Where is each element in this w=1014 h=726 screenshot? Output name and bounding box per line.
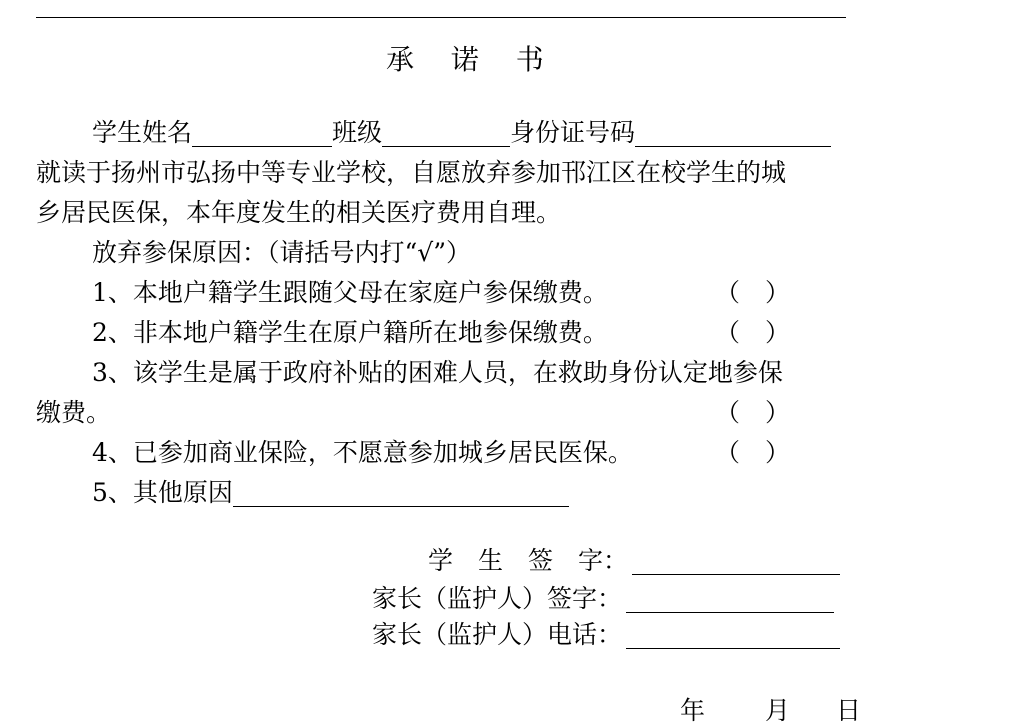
class-label: 班级 [332, 118, 383, 147]
reason-item-4: 4、已参加商业保险，不愿意参加城乡居民医保。 [92, 438, 633, 467]
parent-signature-label: 家长（监护人）签字： [372, 584, 623, 613]
top-divider-line [36, 17, 846, 18]
reason-item-2: 2、非本地户籍学生在原户籍所在地参保缴费。 [92, 318, 608, 347]
reason-4-checkbox[interactable]: （ ） [715, 438, 791, 467]
parent-phone-row [372, 622, 840, 647]
reason-2-checkbox[interactable]: （ ） [715, 318, 791, 347]
student-info-line [92, 120, 831, 145]
reason-item-3: 3、该学生是属于政府补贴的困难人员，在救助身份认定地参保 [92, 358, 783, 387]
id-number-label: 身份证号码 [510, 118, 636, 147]
commitment-text-line-1: 就读于扬州市弘扬中等专业学校，自愿放弃参加邗江区在校学生的城 [36, 158, 787, 187]
reason-1-checkbox[interactable]: （ ） [715, 278, 791, 307]
student-signature-label: 学 生 签 字： [428, 546, 629, 575]
reason-item-5: 5、其他原因 [92, 478, 233, 507]
student-name-field[interactable] [192, 122, 332, 147]
reason-item-5-line [92, 480, 569, 505]
id-number-field[interactable] [635, 122, 831, 147]
date-day: 日 [836, 696, 862, 725]
reason-item-3-continuation: 缴费。 [36, 398, 112, 427]
reason-item-1: 1、本地户籍学生跟随父母在家庭户参保缴费。 [92, 278, 608, 307]
parent-signature-row [372, 586, 834, 611]
student-name-label: 学生姓名 [92, 118, 193, 147]
student-signature-row [428, 548, 840, 573]
parent-phone-label: 家长（监护人）电话： [372, 620, 623, 649]
class-field[interactable] [382, 122, 510, 147]
document-title: 承 诺 书 [386, 43, 558, 76]
date-month: 月 [765, 696, 791, 725]
parent-signature-field[interactable] [626, 588, 834, 613]
date-year: 年 [680, 696, 706, 725]
reason-intro: 放弃参保原因：（请括号内打“√”） [92, 238, 471, 267]
student-signature-field[interactable] [632, 550, 840, 575]
other-reason-field[interactable] [233, 482, 569, 507]
commitment-text-line-2: 乡居民医保，本年度发生的相关医疗费用自理。 [36, 198, 562, 227]
parent-phone-field[interactable] [626, 624, 840, 649]
reason-3-checkbox[interactable]: （ ） [715, 398, 791, 427]
